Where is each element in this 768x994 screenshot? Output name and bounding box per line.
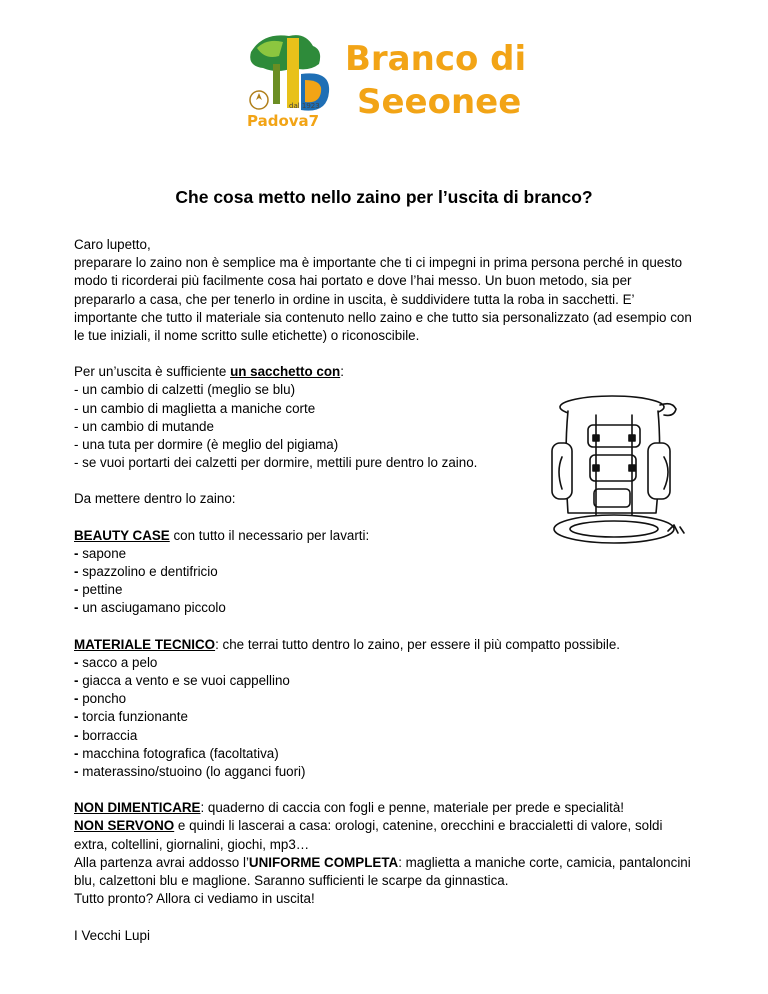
list-item: - una tuta per dormire (è meglio del pigiama) bbox=[74, 437, 339, 453]
list-item: - pettine bbox=[74, 582, 123, 598]
logo bbox=[243, 30, 543, 140]
list-item: - borraccia bbox=[74, 727, 138, 743]
list-item: - macchina fotografica (facoltativa) bbox=[74, 745, 279, 761]
document-body bbox=[74, 236, 694, 945]
logo-title bbox=[345, 38, 545, 124]
list-item: - poncho bbox=[74, 691, 127, 707]
logo-title-line2: Seeonee bbox=[357, 82, 522, 122]
list-item: - giacca a vento e se vuoi cappellino bbox=[74, 673, 290, 689]
list-item: - spazzolino e dentifricio bbox=[74, 564, 218, 580]
ready-line: Tutto pronto? Allora ci vediamo in uscita! bbox=[74, 891, 315, 907]
signature: I Vecchi Lupi bbox=[74, 927, 150, 943]
list-item: - un cambio di calzetti (meglio se blu) bbox=[74, 382, 296, 398]
list-item: - un asciugamano piccolo bbox=[74, 600, 226, 616]
beauty-heading: BEAUTY CASE con tutto il necessario per lavarti: bbox=[74, 527, 370, 543]
list-item: - sapone bbox=[74, 545, 127, 561]
list-item: - materassino/stuoino (lo agganci fuori) bbox=[74, 764, 306, 780]
list-item: - se vuoi portarti dei calzetti per dormire, mettili pure dentro lo zaino. bbox=[74, 455, 478, 471]
logo-city: Padova7 bbox=[247, 112, 320, 130]
logo-since: dal 1923 bbox=[289, 102, 320, 110]
list-item: - sacco a pelo bbox=[74, 654, 158, 670]
non-dimenticare: NON DIMENTICARE: quaderno di caccia con fogli e penne, materiale per prede e specialità! bbox=[74, 800, 625, 816]
list-item: - un cambio di mutande bbox=[74, 418, 214, 434]
backpack-illustration bbox=[548, 393, 690, 545]
intro-paragraph: preparare lo zaino non è semplice ma è importante che ti ci impegni in prima persona perché in questo modo ti ricorderai più facilmente cosa hai portato e dove l’hai messo. Un buon metodo, sia per prepararlo a casa, che per tenerlo in ordine in uscita, è suddividere tutta la roba in sacchetti. E’ importante che tutto il materiale sia contenuto nello zaino e che tutto sia personalizzato (ad esempio con le tue iniziali, il nome scritto sulle etichette) o riconoscibile. bbox=[74, 255, 692, 344]
greeting: Caro lupetto, bbox=[74, 237, 151, 252]
non-servono: NON SERVONO e quindi li lascerai a casa: orologi, catenine, orecchini e braccialetti di valore, soldi extra, coltellini, giornalini, giochi, mp3… bbox=[74, 818, 663, 852]
logo-title-line1: Branco di bbox=[345, 39, 527, 79]
page-title: Che cosa metto nello zaino per l’uscita di branco? bbox=[175, 187, 593, 207]
list-item: - un cambio di maglietta a maniche corte bbox=[74, 400, 316, 416]
uniforme: Alla partenza avrai addosso l’UNIFORME COMPLETA: maglietta a maniche corte, camicia, pantaloncini blu, calzettoni blu e maglione. Saranno sufficienti le scarpe da ginnastica. bbox=[74, 854, 691, 889]
tecnico-heading: MATERIALE TECNICO: che terrai tutto dentro lo zaino, per essere il più compatto possibile. bbox=[74, 636, 621, 652]
inside-label: Da mettere dentro lo zaino: bbox=[74, 491, 236, 507]
list-item: - torcia funzionante bbox=[74, 709, 188, 725]
sacchetto-lead: Per un’uscita è sufficiente un sacchetto con: bbox=[74, 364, 344, 380]
